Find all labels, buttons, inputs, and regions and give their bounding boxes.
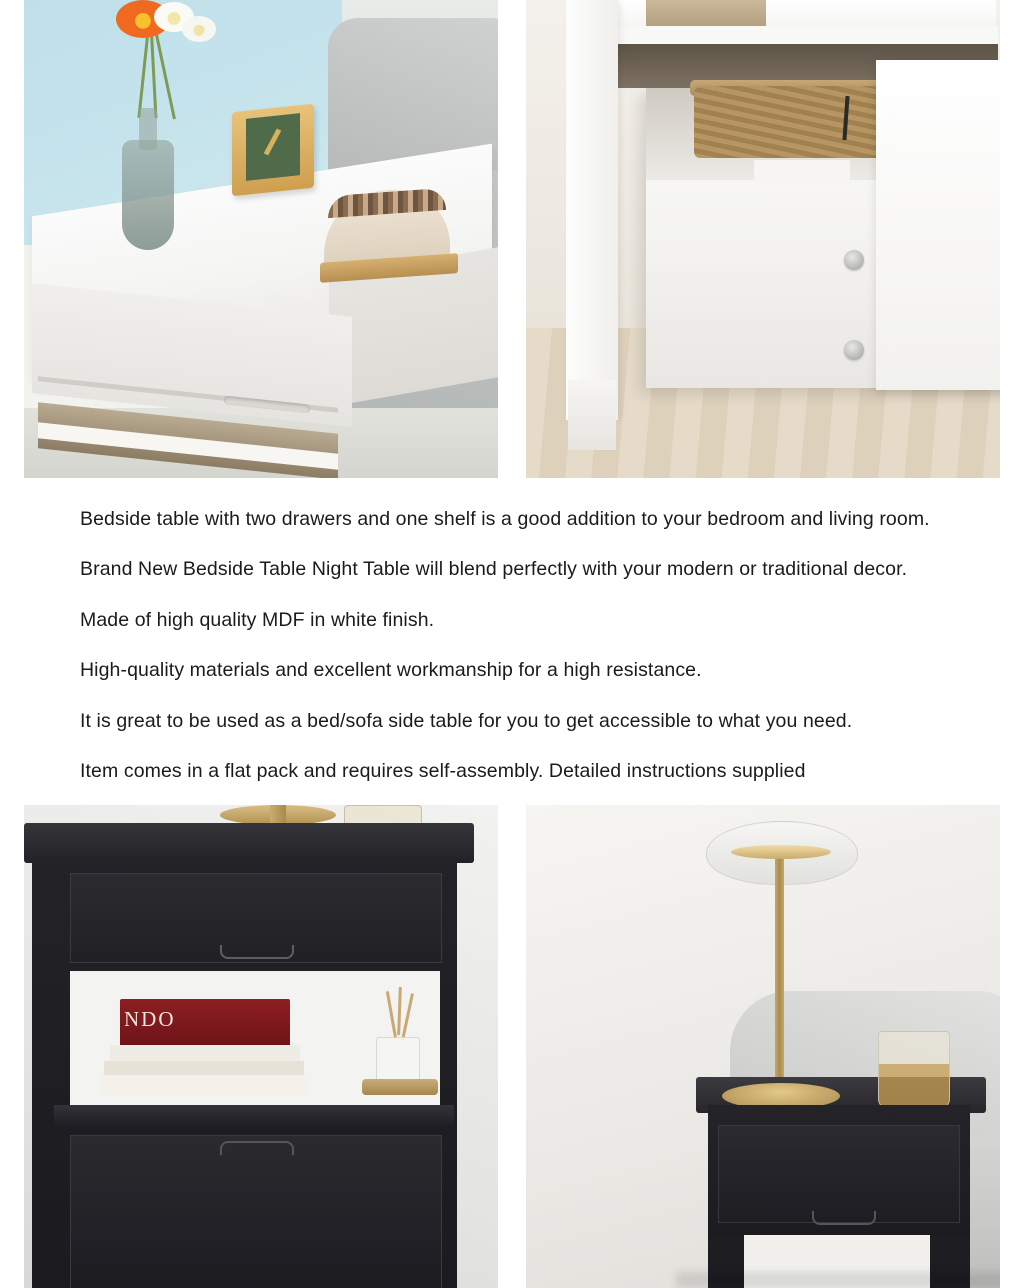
white-bedside-table-with-decor-image: [24, 0, 498, 478]
upper-shelf: [618, 26, 998, 44]
cabinet-left-panel: [566, 0, 618, 420]
product-description-list: [0, 478, 1024, 805]
glass-vase: [122, 140, 174, 250]
white-book: [100, 1075, 306, 1095]
gold-lamp-stem: [270, 805, 286, 823]
paper-item: [754, 160, 850, 186]
side-table-drawer-handle: [812, 1211, 876, 1225]
woven-storage-basket: [694, 86, 894, 158]
shelf-plank: [54, 1105, 454, 1127]
black-side-table-with-lamp-image: [526, 805, 1000, 1288]
description-line-1: Bedside table with two drawers and one shelf is a good addition to your bedroom and living room.: [80, 508, 930, 530]
gold-lamp-stem: [775, 859, 784, 1089]
shelf-object: [646, 0, 766, 28]
reed-diffuser-bottle: [376, 1037, 420, 1085]
whisky-tumbler: [878, 1031, 950, 1109]
upper-drawer-handle: [220, 945, 294, 959]
description-line-3: Made of high quality MDF in white finish.: [80, 608, 435, 631]
open-drawer-closeup-image: [526, 0, 1000, 478]
gold-tray: [362, 1079, 438, 1095]
description-line-5: It is great to be used as a bed/sofa side table for you to get accessible to what you need.: [80, 709, 853, 732]
black-nightstand-with-books-image: [24, 805, 498, 1288]
cabinet-leg: [568, 380, 616, 450]
lamp-light-disc: [731, 845, 831, 859]
lower-drawer-handle: [220, 1141, 294, 1155]
description-line-2: Brand New Bedside Table Night Table will blend perfectly with your modern or traditional decor.: [80, 558, 908, 581]
screw-icon: [844, 340, 864, 360]
description-line-4: High-quality materials and excellent workmanship for a high resistance.: [80, 659, 702, 682]
white-flower: [182, 16, 216, 42]
drawer-front-panel: [876, 60, 1000, 390]
book-title-text: NDO: [124, 1006, 176, 1031]
side-table-drawer: [718, 1125, 960, 1223]
description-line-6: Item comes in a flat pack and requires self-assembly. Detailed instructions supplied: [80, 760, 806, 783]
image-row-top: [0, 0, 1024, 478]
screw-icon: [844, 250, 864, 270]
floor-shadow: [676, 1272, 1000, 1288]
image-row-bottom: [0, 805, 1024, 1288]
clock-face: [246, 113, 300, 181]
